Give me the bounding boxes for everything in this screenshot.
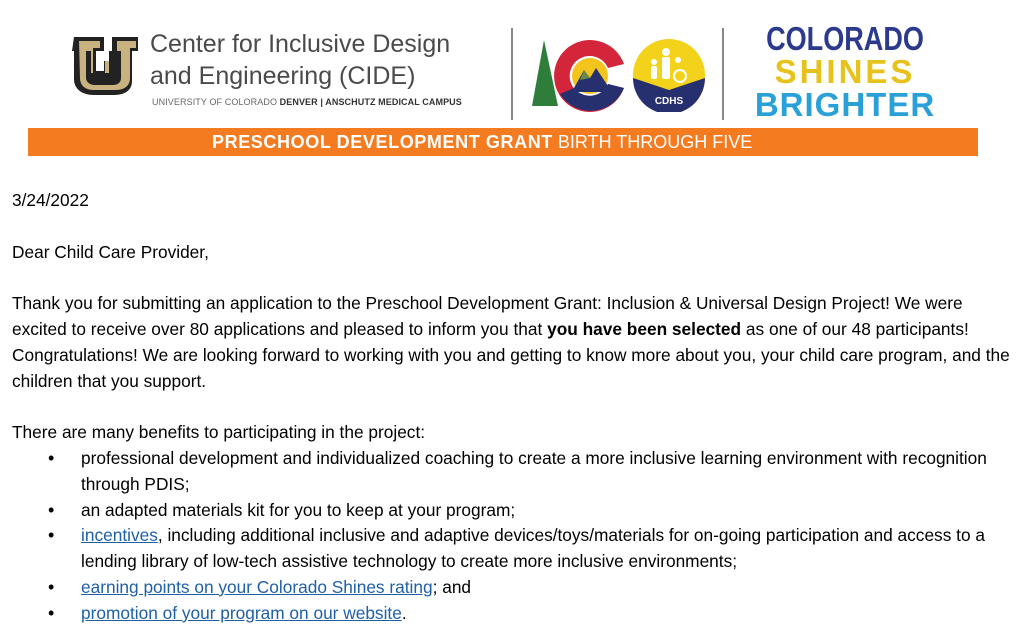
cide-title-line1: Center for Inclusive Design <box>150 30 451 58</box>
letter-date: 3/24/2022 <box>12 190 89 210</box>
list-item: • earning points on your Colorado Shines rating; and <box>12 575 1017 601</box>
colorado-shines-brighter-logo <box>740 22 950 121</box>
logo-word: SHINES <box>774 53 916 90</box>
letterhead <box>0 0 1024 160</box>
grant-banner: PRESCHOOL DEVELOPMENT GRANT BIRTH THROUGH FIVE <box>28 128 978 156</box>
svg-text:CDHS: CDHS <box>654 96 684 107</box>
cide-title-line2: and Engineering (CIDE) <box>150 62 416 90</box>
divider <box>511 28 513 120</box>
benefits-intro: There are many benefits to participating in the project: <box>12 422 426 443</box>
logo-word: BRIGHTER <box>754 86 936 123</box>
cu-logo <box>72 33 140 97</box>
logo-word: COLORADO <box>766 20 924 57</box>
university-line: UNIVERSITY OF COLORADO DENVER | ANSCHUTZ MEDICAL CAMPUS <box>152 97 462 107</box>
intro-paragraph: Thank you for submitting an application to the Preschool Development Grant: Inclusion & Universal Design Project! We were excited to receive over 80 applications and pleased to inform you that you have been selected as one of our 48 participants! Congratulations! We are looking forward to working with you and getting to know more about you, your child care program, and the children that you support. <box>12 293 1010 391</box>
letter-body <box>12 188 1017 627</box>
list-item: • professional development and individualized coaching to create a more inclusive learning environment with recognition through PDIS; <box>12 446 1017 498</box>
website-promotion-link[interactable]: promotion of your program on our website <box>81 602 402 623</box>
list-item: • incentives, including additional inclusive and adaptive devices/toys/materials for on-going participation and access to a lending library of low-tech assistive technology to create more inclusive environments; <box>12 523 1017 575</box>
greeting: Dear Child Care Provider, <box>12 241 209 262</box>
incentives-link[interactable]: incentives <box>81 525 158 546</box>
colorado-shines-points-link[interactable]: earning points on your Colorado Shines rating <box>81 576 433 597</box>
list-item: • an adapted materials kit for you to keep at your program; <box>12 498 1017 524</box>
list-item: • promotion of your program on our website. <box>12 601 1017 627</box>
benefits-list <box>12 446 1017 627</box>
cdhs-logo <box>632 38 706 112</box>
divider <box>722 28 724 120</box>
colorado-logo <box>530 36 630 112</box>
